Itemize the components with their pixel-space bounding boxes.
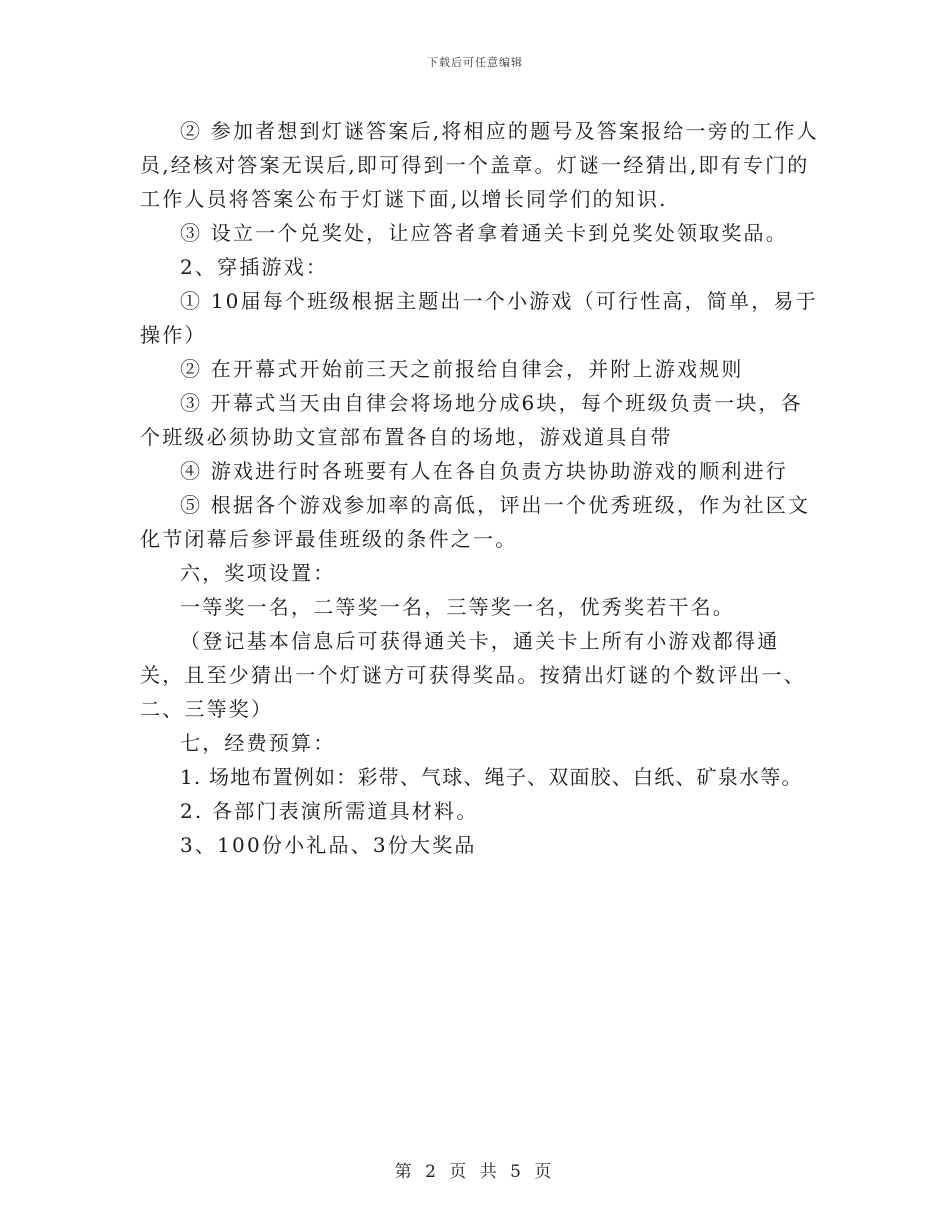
paragraph-budget-item-3: 3、100份小礼品、3份大奖品	[180, 833, 477, 857]
document-body	[140, 114, 820, 862]
paragraph-game-item-2: ② 在开幕式开始前三天之前报给自律会，并附上游戏规则	[180, 357, 744, 381]
paragraph-game-item-4: ④ 游戏进行时各班要有人在各自负责方块协助游戏的顺利进行	[180, 459, 788, 483]
paragraph-award-note: （登记基本信息后可获得通关卡，通关卡上所有小游戏都得通关，且至少猜出一个灯谜方可获得奖品。按猜出灯谜的个数评出一、二、三等奖）	[140, 629, 806, 721]
paragraph-budget-item-1: 1. 场地布置例如：彩带、气球、绳子、双面胶、白纸、矿泉水等。	[180, 765, 803, 789]
section-heading-games: 2、穿插游戏：	[180, 255, 329, 279]
paragraph-stamp-rule: ② 参加者想到灯谜答案后,将相应的题号及答案报给一旁的工作人员,经核对答案无误后,即可得到一个盖章。灯谜一经猜出,即有专门的工作人员将答案公布于灯谜下面,以增长同学们的知识.	[140, 119, 819, 211]
section-heading-awards: 六，奖项设置：	[180, 561, 336, 585]
paragraph-game-item-3: ③ 开幕式当天由自律会将场地分成6块，每个班级负责一块，各个班级必须协助文宣部布置各自的场地，游戏道具自带	[140, 391, 803, 449]
paragraph-award-list: 一等奖一名，二等奖一名，三等奖一名，优秀奖若干名。	[180, 595, 735, 619]
section-heading-budget: 七，经费预算：	[180, 731, 336, 755]
paragraph-redeem-desk: ③ 设立一个兑奖处，让应答者拿着通关卡到兑奖处领取奖品。	[180, 221, 788, 245]
page-header: 下载后可任意编辑	[427, 56, 523, 69]
page-number: 第 2 页 共 5 页	[394, 1162, 556, 1182]
paragraph-game-item-1: ① 10届每个班级根据主题出一个小游戏（可行性高，简单，易于操作）	[140, 289, 818, 347]
paragraph-budget-item-2: 2. 各部门表演所需道具材料。	[180, 799, 479, 823]
paragraph-game-item-5: ⑤ 根据各个游戏参加率的高低，评出一个优秀班级，作为社区文化节闭幕后参评最佳班级的条件之一。	[140, 493, 811, 551]
